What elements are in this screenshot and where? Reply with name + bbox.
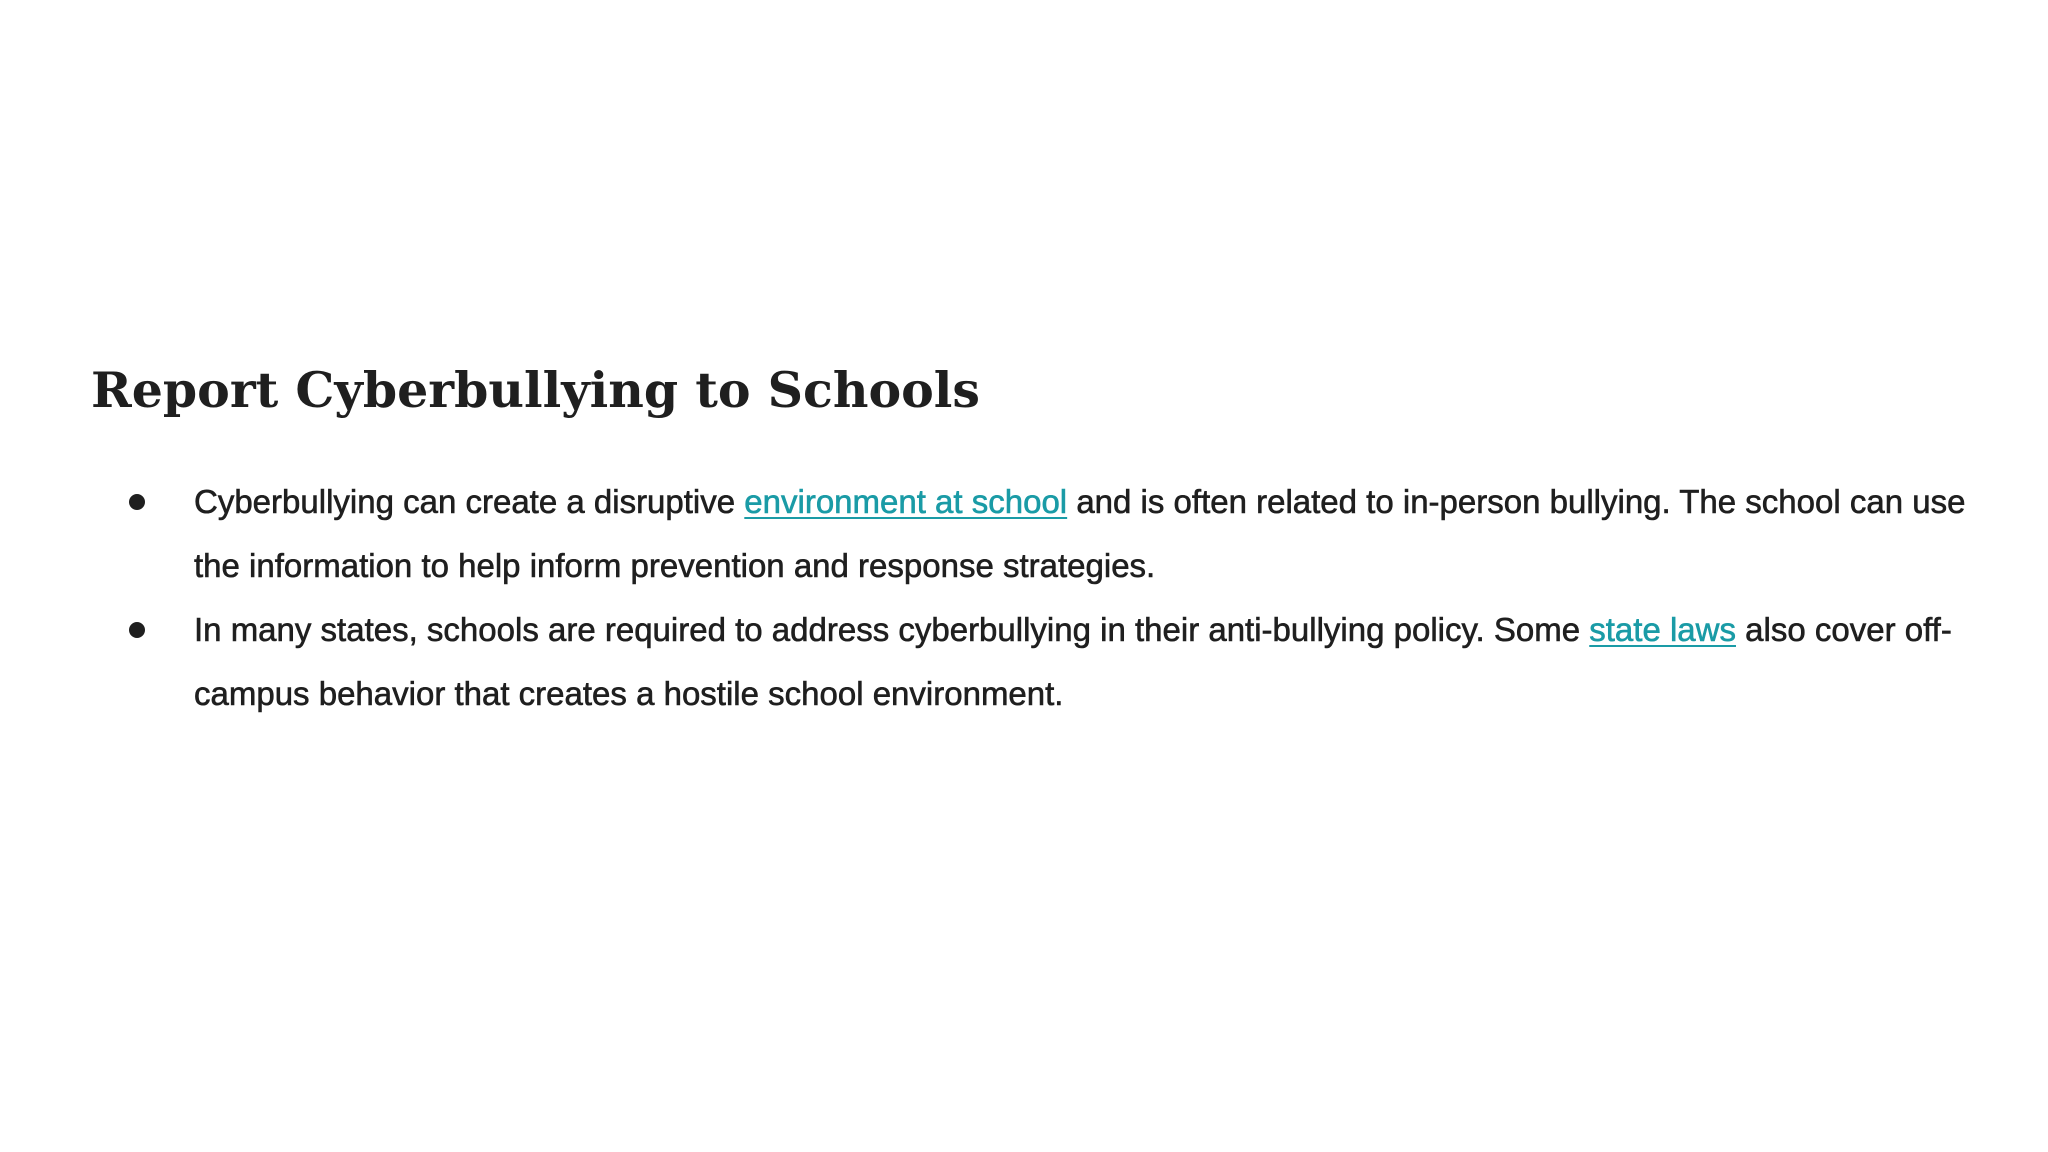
environment-at-school-link[interactable]: environment at school <box>744 483 1068 520</box>
bullet-item-environment <box>0 470 2048 598</box>
bullet-text-before: In many states, schools are required to address cyberbullying in their anti-bullying policy. Some <box>194 611 1590 648</box>
bullet-dot-icon <box>127 470 147 534</box>
bullet-list <box>0 470 2048 726</box>
bullet-item-state-laws <box>0 598 2048 726</box>
bullet-text-after: and is often related to in-person bullying. The school can use the information to help inform prevention and response strategies. <box>194 483 1966 584</box>
bullet-text-before: Cyberbullying can create a disruptive <box>194 483 745 520</box>
bullet-dot-icon <box>127 598 147 662</box>
slide-title: Report Cyberbullying to Schools <box>91 361 981 419</box>
state-laws-link[interactable]: state laws <box>1589 611 1736 648</box>
bullet-text-after: also cover off-campus behavior that creates a hostile school environment. <box>194 611 1952 712</box>
